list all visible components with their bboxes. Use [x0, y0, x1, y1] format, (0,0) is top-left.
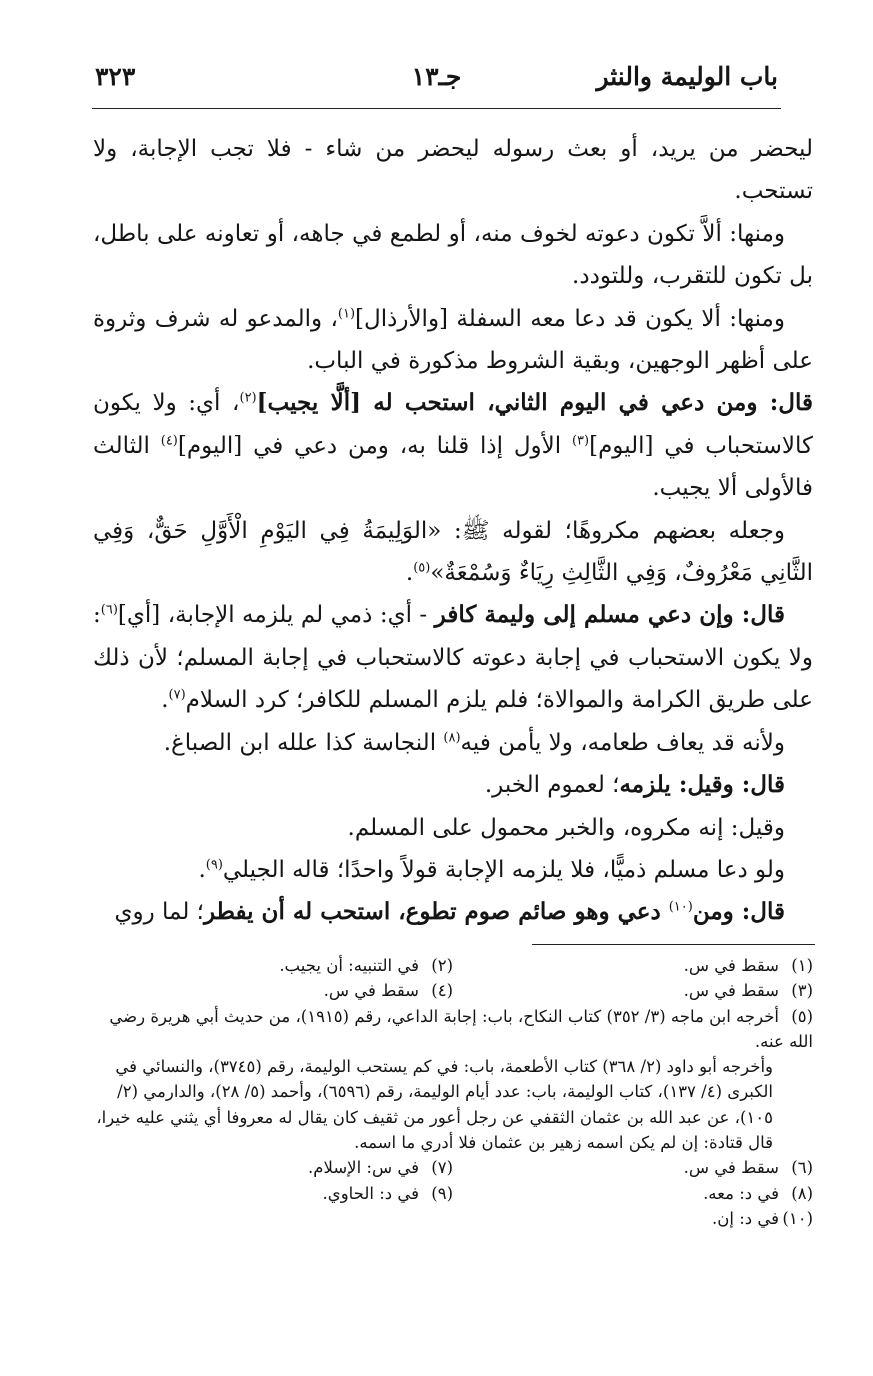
matn-text: قال: ومن دعي في اليوم الثاني، استحب له [ألَّا يجيب]	[256, 389, 813, 417]
paragraph-7	[93, 722, 813, 764]
footnote-number: (٩)	[431, 1183, 453, 1203]
text-run: ولو دعا مسلم ذميًّا، فلا يلزمه الإجابة قولاً واحدًا؛ قاله الجيلي	[222, 856, 785, 883]
footnote-text: سقط في س.	[323, 981, 419, 1001]
footnote-10	[453, 1206, 813, 1231]
matn-text: قال: وقيل: يلزمه	[619, 771, 785, 799]
footnote-8	[453, 1181, 813, 1206]
footnote-ref-6[interactable]: (٦)	[100, 602, 118, 618]
footnote-separator	[532, 944, 815, 945]
footnote-ref-1[interactable]: (١)	[337, 305, 356, 321]
footnote-ref-8[interactable]: (٨)	[443, 730, 461, 746]
text-run: الثالث فالأولى ألا يجيب.	[93, 432, 813, 502]
matn-text: قال: ومن	[692, 898, 785, 926]
footnote-number: (٣)	[791, 981, 813, 1001]
footnote-text: سقط في س.	[683, 956, 779, 975]
footnote-row	[93, 978, 813, 1003]
text-run: ولأنه قد يعاف طعامه، ولا يأمن فيه	[460, 729, 785, 756]
footnote-number: (٦)	[791, 1158, 813, 1178]
main-text	[93, 128, 813, 934]
hadith-text: وجعله بعضهم مكروهًا؛ لقوله ﷺ: «الوَلِيمَةُ فِي اليَوْمِ الْأَوَّلِ حَقٌّ، وَفِي الثَّانِي مَعْرُوفٌ، وَفِي الثَّالِثِ رِيَاءٌ وَسُمْعَةٌ»	[93, 517, 813, 587]
paragraph-8	[93, 764, 813, 806]
text-run: ؛ لعموم الخبر.	[484, 772, 620, 799]
footnote-row	[93, 953, 813, 978]
paragraph-5	[93, 510, 813, 595]
text-run: الأول إذا قلنا به، ومن دعي في [اليوم]	[177, 432, 572, 459]
footnote-number: (٢)	[431, 956, 453, 975]
footnote-ref-4[interactable]: (٤)	[160, 433, 178, 449]
footnote-7	[93, 1155, 453, 1180]
footnote-5	[93, 1004, 813, 1055]
matn-text: قال: وإن دعي مسلم إلى وليمة كافر	[434, 601, 785, 629]
footnote-text: في د: إن.	[712, 1208, 779, 1228]
text-run: ، أي: ولا يكون كالاستحباب في [اليوم]	[93, 390, 813, 459]
footnote-1	[453, 953, 813, 978]
footnote-text: سقط في س.	[683, 1158, 779, 1178]
footnote-ref-9[interactable]: (٩)	[205, 857, 223, 873]
footnote-row	[93, 1206, 813, 1231]
footnote-text: سقط في س.	[683, 981, 779, 1001]
text-run: ، والمدعو له شرف وثروة على أظهر الوجهين، وبقية الشروط مذكورة في الباب.	[93, 305, 813, 375]
text-run: .	[405, 560, 414, 587]
footnote-6	[453, 1155, 813, 1180]
footnote-number: (٤)	[431, 981, 453, 1001]
paragraph-6	[93, 594, 813, 721]
paragraph-3	[93, 298, 813, 383]
footnote-4	[93, 978, 453, 1003]
footnote-ref-10[interactable]: (١٠)	[668, 899, 693, 915]
volume-label: جـ١٣	[411, 62, 462, 91]
text-run: ومنها: ألا يكون قد دعا معه السفلة [والأرذال]	[355, 305, 785, 332]
text-run: النجاسة كذا علله ابن الصباغ.	[163, 729, 444, 756]
footnote-number: (١٠)	[782, 1208, 813, 1228]
paragraph-1: ليحضر من يريد، أو بعث رسوله ليحضر من شاء - فلا تجب الإجابة، ولا تستحب.	[93, 136, 813, 205]
paragraph-10	[93, 849, 813, 891]
footnote-ref-3[interactable]: (٣)	[571, 433, 590, 449]
text-run: .	[161, 687, 169, 714]
footnote-text: في س: الإسلام.	[308, 1158, 419, 1178]
footnote-number: (٧)	[431, 1158, 453, 1178]
text-run: : ولا يكون الاستحباب في إجابة دعوته كالاستحباب في إجابة المسلم؛ لأن ذلك على طريق الكرامة والموالاة؛ فلم يلزم المسلم للكافر؛ كرد السلام	[93, 602, 813, 714]
paragraph-11	[93, 891, 813, 933]
footnote-9	[93, 1181, 453, 1206]
footnote-2	[93, 953, 453, 978]
header-rule	[92, 108, 781, 109]
footnote-5-continued: وأخرجه أبو داود (٢/ ٣٦٨) كتاب الأطعمة، باب: في كم يستحب الوليمة، رقم (٣٧٤٥)، والنسائي في الكبرى (٤/ ١٣٧)، كتاب الوليمة، باب: عدد أيام الوليمة، رقم (٦٥٩٦)، وأحمد (٥/ ٢٨)، والدارمي (٢/ ١٠٥)، عن عبد الله بن عثمان الثقفي عن رجل أعور من ثقيف كان يقال له معروفا أي يثني عليه خيرا، قال قتادة: إن لم يكن اسمه زهير بن عثمان فلا أدري ما اسمه.	[96, 1057, 773, 1153]
footnote-row	[93, 1181, 813, 1206]
chapter-title: باب الوليمة والنثر	[596, 62, 778, 91]
footnote-number: (٥)	[791, 1006, 813, 1026]
footnote-text: أخرجه ابن ماجه (٣/ ٣٥٢) كتاب النكاح، باب: إجابة الداعي، رقم (١٩١٥)، من حديث أبي هريرة رضي الله عنه.	[109, 1006, 813, 1051]
text-run: ؛ لما روي	[114, 899, 204, 926]
matn-text: دعي وهو صائم صوم تطوع، استحب له أن يفطر	[203, 898, 669, 926]
footnote-ref-2[interactable]: (٢)	[239, 390, 257, 406]
footnotes	[93, 953, 813, 1231]
footnote-text: في د: الحاوي.	[322, 1183, 419, 1203]
footnote-text: في د: معه.	[703, 1183, 779, 1203]
footnote-ref-7[interactable]: (٧)	[168, 687, 186, 703]
footnote-3	[453, 978, 813, 1003]
text-run: - أي: ذمي لم يلزمه الإجابة، [أي]	[117, 602, 435, 629]
footnote-ref-5[interactable]: (٥)	[413, 560, 431, 576]
running-header	[95, 58, 778, 96]
paragraph-9: وقيل: إنه مكروه، والخبر محمول على المسلم.	[347, 814, 785, 841]
text-run: .	[198, 856, 206, 883]
footnote-number: (١)	[791, 956, 813, 975]
footnote-number: (٨)	[791, 1183, 813, 1203]
page-number: ٣٢٣	[95, 62, 136, 91]
footnote-text: في التنبيه: أن يجيب.	[279, 956, 419, 975]
paragraph-2: ومنها: ألاَّ تكون دعوته لخوف منه، أو لطمع في جاهه، أو تعاونه على باطل، بل تكون للتقرب، وللتودد.	[93, 220, 813, 290]
paragraph-4	[93, 382, 813, 509]
footnote-row	[93, 1155, 813, 1180]
